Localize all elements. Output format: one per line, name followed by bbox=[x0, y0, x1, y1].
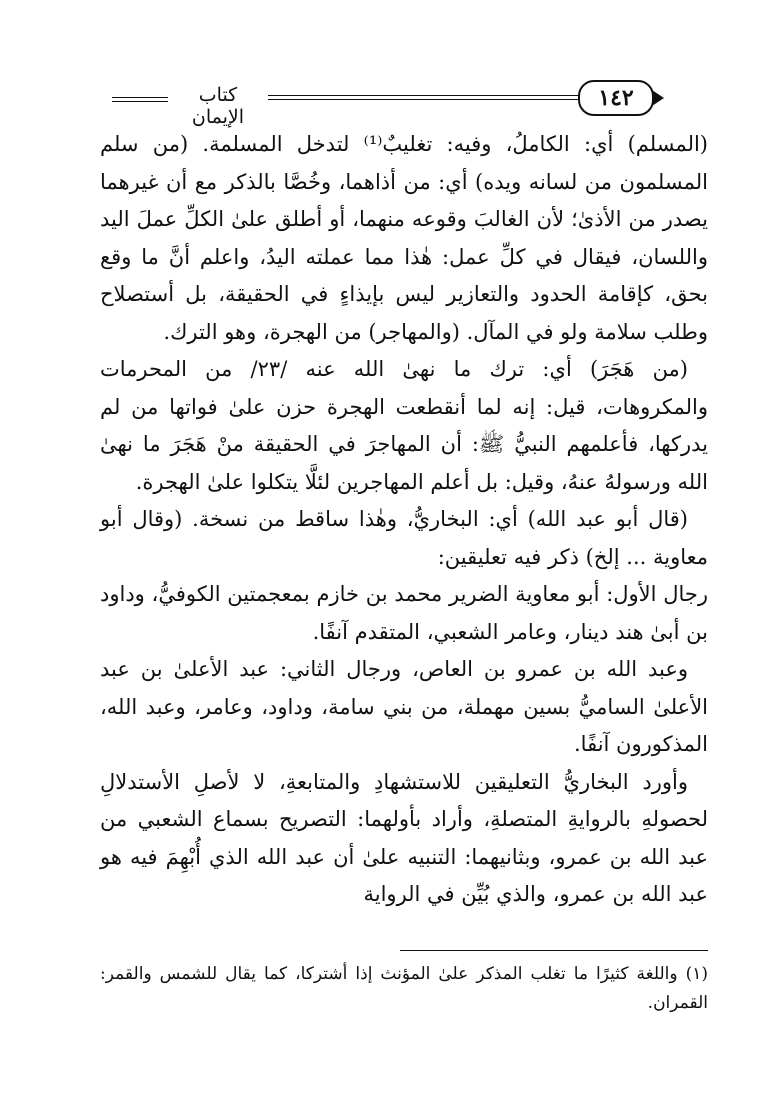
footnote-separator bbox=[400, 950, 708, 951]
main-text bbox=[100, 126, 708, 914]
page-number: ١٤٢ bbox=[598, 85, 634, 111]
paragraph: وعبد الله بن عمرو بن العاص، ورجال الثاني: عبد الأعلىٰ بن عبد الأعلىٰ الساميُّ بسين مهملة، من بني سامة، وداود، وعامر، وعبد الله، المذكورون آنفًا. bbox=[100, 657, 708, 756]
paragraph: وأورد البخاريُّ التعليقين للاستشهادِ والمتابعةِ، لا لأصلِ الأستدلالِ لحصولهِ بالروايةِ المتصلةِ، وأراد بأولهما: التصريح بسماع الشعبي من عبد الله بن عمرو، وبثانيهما: التنبيه علىٰ أن عبد الله الذي أُبْهِمَ فيه هو عبد الله بن عمرو، والذي بُيِّن في الرواية bbox=[100, 769, 708, 906]
footnote: (١) واللغة كثيرًا ما تغلب المذكر علىٰ المؤنث إذا أشتركا، كما يقال للشمس والقمر: القمران. bbox=[100, 964, 708, 1013]
paragraph: رجال الأول: أبو معاوية الضرير محمد بن خازم بمعجمتين الكوفيُّ، وداود بن أبىٰ هند دينار، وعامر الشعبي، المتقدم آنفًا. bbox=[100, 582, 708, 644]
paragraph: (المسلم) أي: الكاملُ، وفيه: تغليبٌ⁽¹⁾ لتدخل المسلمة. (من سلم المسلمون من لسانه ويده) أي: من أذاهما، وخُصَّا بالذكر مع أن غيرهما يصدر من الأذىٰ؛ لأن الغالبَ وقوعه منهما، أو أطلق علىٰ الكلِّ عملَ اليد واللسان، فيقال في كلِّ عمل: هٰذا مما عملته اليدُ، واعلم أنَّ ما وقع بحق، كإقامة الحدود والتعازير ليس بإيذاءٍ في الحقيقة، بل أستصلاح وطلب سلامة ولو في المآل. (والمهاجر) من الهجرة، وهو الترك. bbox=[100, 132, 708, 344]
page-number-badge bbox=[578, 80, 654, 116]
running-header bbox=[90, 78, 700, 128]
book-title: كتاب الإيمان bbox=[191, 84, 245, 128]
paragraph: (من هَجَرَ) أي: ترك ما نهىٰ الله عنه /٢٣/ من المحرمات والمكروهات، قيل: إنه لما أنقطعت الهجرة حزن علىٰ فواتها من لم يدركها، فأعلمهم النبيُّ ﷺ: أن المهاجرَ في الحقيقة منْ هَجَرَ ما نهىٰ الله ورسولهُ عنهُ، وقيل: بل أعلم المهاجرين لئلَّا يتكلوا علىٰ الهجرة. bbox=[100, 357, 708, 494]
paragraph: (قال أبو عبد الله) أي: البخاريُّ، وهٰذا ساقط من نسخة. (وقال أبو معاوية ... إلخ) ذكر فيه تعليقين: bbox=[100, 507, 708, 569]
header-rule-left bbox=[112, 97, 168, 102]
